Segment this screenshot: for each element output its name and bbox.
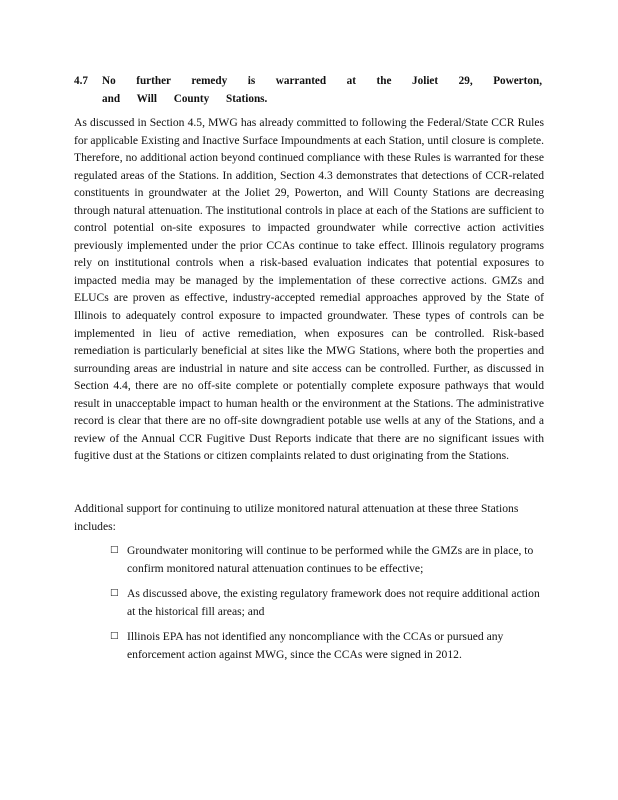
list-item [74,628,544,663]
bullet-marker-icon: □ [110,631,119,642]
bullet-marker-icon: □ [110,588,119,599]
section-number: 4.7 [74,75,88,87]
support-list [74,542,544,671]
bullet-marker-icon: □ [110,545,119,555]
list-item [74,542,544,577]
support-intro-paragraph: Additional support for continuing to utilize monitored natural attenuation at these three Stations includes: [74,502,519,533]
list-item-text: As discussed above, the existing regulatory framework does not require additional action at the historical fill areas; and [127,587,540,618]
list-item-text: Groundwater monitoring will continue to be performed while the GMZs are in place, to confirm monitored natural attenuation continues to be effective; [127,544,534,575]
body-paragraph: As discussed in Section 4.5, MWG has already committed to following the Federal/State CCR Rules for applicable Existing and Inactive Surface Impoundments at each Station, until closure is complete. Therefore, no additional action beyond continued compliance with these Rules is warranted for these regulated areas of the Stations. In addition, Section 4.3 demonstrates that detections of CCR-related constituents in groundwater at the Joliet 29, Powerton, and Will County Stations are decreasing through natural attenuation. The institutional controls in place at each of the Stations are sufficient to control potential on-site exposures to impacted groundwater while corrective action activities previously implemented under the prior CCAs continue to take effect. Illinois regulatory programs rely on institutional controls when a risk-based evaluation indicates that potential exposures to impacted media may be managed by the implementation of these corrective actions. GMZs and ELUCs are proven as effective, industry-accepted remedial approaches approved by the State of Illinois to adequately control exposure to impacted groundwater. These types of controls can be implemented in lieu of active remediation, when exposures can be controlled. Risk-based remediation is particularly beneficial at sites like the MWG Stations, where both the properties and surrounding areas are industrial in nature and site access can be controlled. Further, as discussed in Section 4.4, there are no off-site complete or potentially complete exposure pathways that would result in unacceptable impact to human health or the environment at the Stations. The administrative record is clear that there are no off-site downgradient potable use wells at any of the Stations, and a review of the Annual CCR Fugitive Dust Reports indicate that there are no significant issues with fugitive dust at the Stations or citizen complaints related to dust originating from the Stations. [74,116,544,463]
section-title: No further remedy is warranted at the Joliet 29, Powerton, and Will County Stations. [102,75,542,105]
list-item-text: Illinois EPA has not identified any noncompliance with the CCAs or pursued any enforcement action against MWG, since the CCAs were signed in 2012. [127,630,504,661]
list-item [74,585,544,620]
